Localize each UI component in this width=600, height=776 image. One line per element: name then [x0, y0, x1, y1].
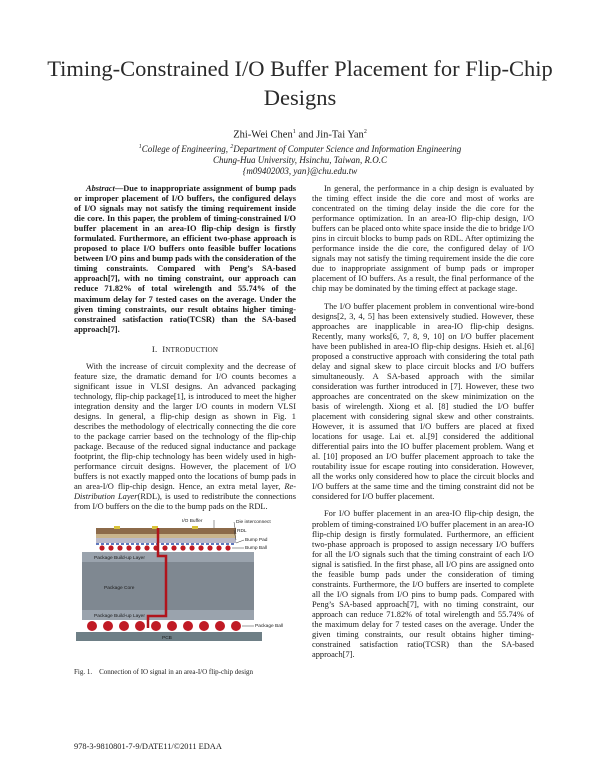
label-buildup-bottom: Package Build-up Layer — [94, 614, 145, 620]
label-pcb: PCB — [162, 636, 172, 642]
author-and: and — [295, 129, 317, 141]
caption-label: Fig. 1. — [74, 668, 93, 677]
abstract-text: —Due to inappropriate assignment of bump pads or improper placement of I/O buffers, the configured delays of I/O signals may not satisfy the timing requirement inside die core. In this paper, the problem of timing-constrained I/O buffer placement in an area-IO flip-chip design is firstly formulated. Furthermore, an efficient two-phase approach is proposed to place I/O buffers onto feasible buffer locations between I/O pins and bump pads with the consideration of the timing constraints. Compared with Peng’s SA-based approach[7], with no timing constraint, our approach can reduce 71.82% of total wirelength and 55.74% of the maximum delay for 7 tested cases on the average. Under the given timing constraints, our result obtains higher timing-constrained satisfaction ratio(TCSR) than the SA-based approach[7]. — [74, 184, 296, 334]
right-paragraph-3: For I/O buffer placement in an area-IO flip-chip design, the problem of timing-constrained I/O buffer placement in an area-IO flip-chip design is firstly formulated. Furthermore, an efficient two-phase approach is proposed to assign necessary I/O buffers for all the I/O signals such that the timing constraint of each I/O signal is satisfied. In the first phase, all I/O pins are assigned onto the feasible bump pads under the consideration of timing constraints. Furthermore, the I/O buffers are inserted to complete all the I/O signals from I/O pins to bump pads. Compared with Peng’s SA-based approach[7], with no timing constraint, our approach can reduce 71.82% of total wirelength and 55.74% of the maximum delay for 7 tested cases on the average. Under the given timing constraints, our result obtains higher timing-constrained satisfaction ratio(TCSR) than the SA-based approach[7]. — [312, 509, 534, 660]
author-1-sup: 1 — [292, 129, 296, 135]
label-rdl: RDL — [237, 529, 247, 535]
section-heading-introduction — [74, 344, 296, 355]
label-package-ball: Package Ball — [255, 624, 283, 630]
intro-tail: (RDL), is used to redistribute the connections from I/O buffers on the die to the bump pads on the RDL. — [74, 492, 296, 512]
affiliation — [100, 142, 500, 155]
author-2: Jin-Tai Yan — [316, 129, 364, 141]
left-column — [74, 184, 296, 681]
figure-caption — [74, 668, 296, 677]
author-2-sup: 2 — [363, 129, 367, 135]
footer-isbn: 978-3-9810801-7-9/DATE11/©2011 EDAA — [74, 742, 222, 751]
author-email: {m09402003, yan}@chu.edu.tw — [242, 165, 358, 176]
label-bump-pad: Bump Pad — [245, 538, 268, 544]
aff-sup-2: 2 — [230, 143, 234, 150]
package-balls — [87, 621, 241, 631]
label-bump-ball: Bump Ball — [245, 546, 267, 552]
intro-paragraph — [74, 362, 296, 513]
author-names — [100, 126, 500, 142]
right-paragraph-2: The I/O buffer placement problem in conventional wire-bond designs[2, 3, 4, 5] has been extensively studied. However, these approaches are inapplicable in area-IO flip-chip designs. Recently, many works[6, 7, 8, 9, 10] on I/O buffer placement have been published in area-IO flip-chip designs. Hsieh et. al.[6] proposed a constructive approach with considering the total path delay and signal skew to place circuit blocks and I/O buffers simultaneously. A SA-based approach with the similar consideration was further introduced in [7]. However, these two approaches are concentrated on the skew minimization on the basis of wirelength. Xiong et al. [8] studied the I/O buffer placement with considering signal skew and other constraints. However, it is assumed that I/O buffers are placed at fixed locations for usage. Lai et. al.[9] considered the additional differential pairs into the IO buffer placement problem. Wang et al. [10] proposed an I/O buffer placement approach to take the routability issue for escape routing into consideration. However, all the works only considered how to place the circuit blocks and I/O buffers at the same time and the timing constraint did not be considered for I/O buffer placement. — [312, 301, 534, 502]
caption-text: Connection of IO signal in an area-I/O flip-chip design — [99, 668, 254, 677]
bump-balls — [96, 544, 236, 551]
section-number: I. — [151, 343, 158, 354]
right-column — [312, 184, 534, 660]
intro-text: With the increase of circuit complexity and the decrease of feature size, the dramatic demand for I/O counts becomes a significant issue in VLSI designs. An advanced packaging technology, flip-chip package[1], is introduced to meet the higher integration density and the larger I/O counts in modern VLSI designs. In general, a flip-chip design as shown in Fig. 1 describes the methodology of electrically connecting the die core to the package carrier based on the technology of the flip-chip package. Because of the reduced signal inductance and package footprint, the flip-chip technology has been widely used in high-performance circuit designs. However, the placement of I/O buffers is not exactly mapped onto the locations of bump pads in an area-I/O flip-chip design. Hence, an extra metal layer, — [74, 361, 296, 492]
rdl-term: Re-Distribution Layer — [74, 482, 296, 502]
abstract-label: Abstract — [86, 184, 115, 193]
flip-chip-diagram — [74, 516, 296, 666]
die-interconnect-layer — [96, 534, 236, 538]
section-rest: NTRODUCTION — [165, 345, 219, 354]
rdl-layer — [96, 538, 236, 543]
label-buildup-top: Package Build-up Layer — [94, 556, 145, 562]
figure-1 — [74, 516, 296, 681]
label-io-buffer: I/O Buffer — [182, 519, 203, 525]
section-initial: I — [162, 343, 166, 354]
affiliation-1: College of Engineering, — [141, 143, 231, 154]
university: Chung-Hua University, Hsinchu, Taiwan, R.O.C — [213, 154, 387, 165]
paper-title: Timing-Constrained I/O Buffer Placement for Flip-Chip Designs — [47, 56, 553, 110]
abstract — [74, 184, 296, 335]
label-die-interconnect: Die interconnect — [236, 520, 271, 526]
author-1: Zhi-Wei Chen — [233, 129, 293, 141]
affiliation-2: Department of Computer Science and Information Engineering — [233, 143, 462, 154]
author-block — [100, 126, 500, 177]
aff-sup-1: 1 — [138, 143, 142, 150]
label-core: Package Core — [104, 586, 135, 592]
right-paragraph-1: In general, the performance in a chip design is evaluated by the timing effect inside the die core and most of works are concentrated on the timing delay inside the die core for the performance optimization. In an area-IO flip-chip design, I/O buffers can be placed onto white space inside the die to bridge I/O pins in circuit blocks to bump pads on RDL. After optimizing the performance inside the die core, the configured delay of I/O signals may not satisfy the timing requirement inside the die core due to inappropriate assignment of bump pads or improper placement of IO buffers. As a result, the final performance of the chip may be dominated by the timing effect at package stage. — [312, 184, 534, 294]
